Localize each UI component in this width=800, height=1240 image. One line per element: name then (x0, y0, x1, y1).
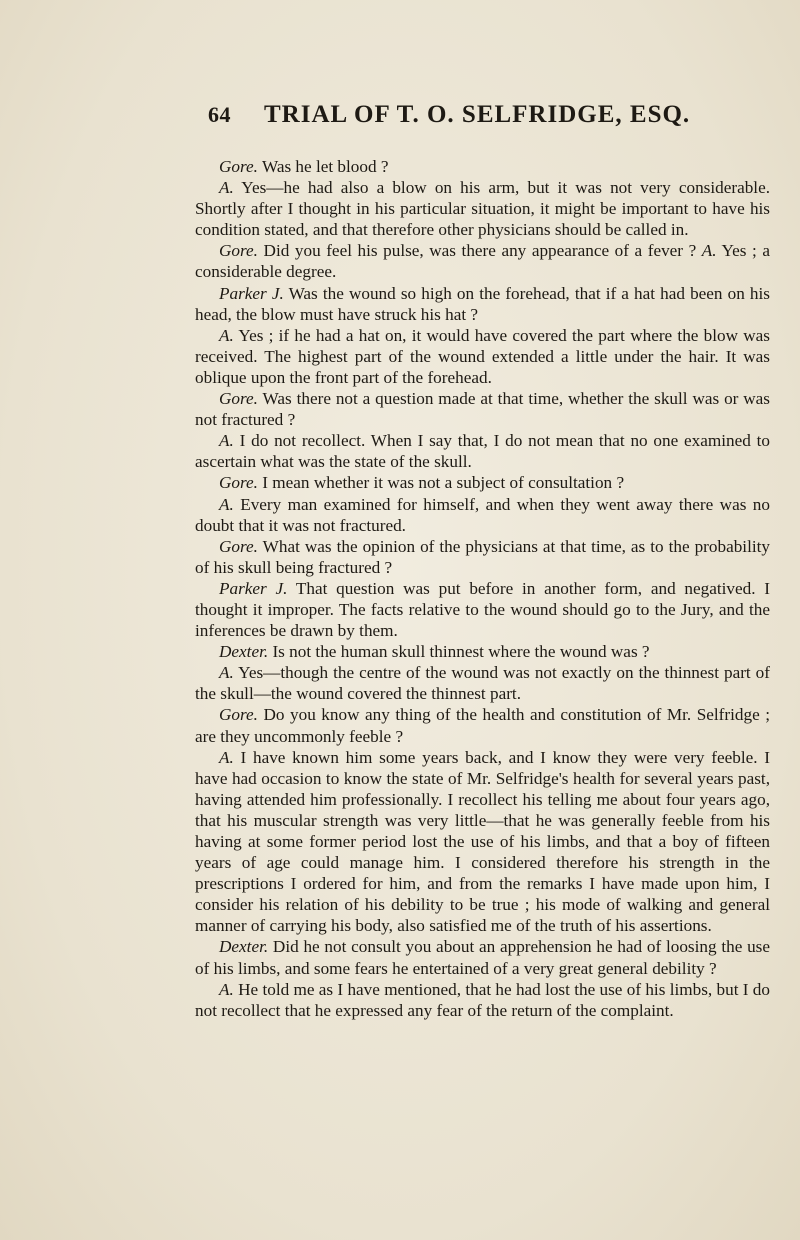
testimony-paragraph (195, 536, 770, 578)
speaker-label: A. (219, 178, 234, 198)
paragraph-text: I have known him some years back, and I know they were very feeble. I have had occasion to know the state of Mr. Selfridge's health for several years past, having attended him professionally. I recollect his telling me about four years ago, that his muscular strength was very little—that he was generally feeble from his having at some former period lost the use of his limbs, and that a boy of fifteen years of age could manage him. I considered therefore his strength in the prescriptions I ordered for him, and from the remarks I have made upon him, I consider his relation of his debility to be true ; his mode of walking and general manner of carrying his body, also satisfied me of the truth of his assertions. (195, 747, 770, 936)
speaker-label: A. (219, 663, 234, 683)
testimony-paragraph (195, 325, 770, 388)
paragraph-text: He told me as I have mentioned, that he had lost the use of his limbs, but I do not recollect that he expressed any fear of the return of the complaint. (195, 979, 770, 1020)
paragraph-text: Was he let blood ? (257, 157, 389, 176)
paragraph-text: Every man examined for himself, and when they went away there was no doubt that it was not fractured. (195, 494, 770, 535)
speaker-label: A. (219, 325, 234, 345)
paragraph-text: Do you know any thing of the health and constitution of Mr. Selfridge ; are they uncommonly feeble ? (195, 705, 770, 746)
paragraph-text: Yes ; a considerable degree. (195, 241, 771, 282)
page-number: 64 (208, 102, 231, 127)
paragraph-text: Yes ; if he had a hat on, it would have covered the part where the blow was received. The highest part of the wound extended a little under the hair. It was oblique upon the front part of the forehead. (195, 325, 770, 387)
speaker-label: Parker J. (219, 578, 288, 598)
paragraph-text: Was the wound so high on the forehead, that if a hat had been on his head, the blow must have struck his hat ? (195, 283, 770, 324)
running-title: TRIAL OF T. O. SELFRIDGE, ESQ. (264, 101, 691, 128)
testimony-paragraph (195, 662, 770, 704)
testimony-paragraph (195, 494, 770, 536)
paragraph-text: Yes—he had also a blow on his arm, but it was not very considerable. Shortly after I thought in his particular situation, it might be important to have his condition stated, and that therefore other physicians should be called in. (195, 178, 770, 240)
paragraph-text: Did he not consult you about an apprehension he had of loosing the use of his limbs, and some fears he entertained of a very great general debility ? (195, 937, 770, 978)
testimony-paragraph (195, 578, 770, 641)
speaker-label: Gore. (219, 536, 258, 556)
speaker-label: Dexter. (219, 937, 269, 957)
testimony-paragraph (195, 747, 770, 937)
testimony-paragraph (195, 240, 770, 282)
testimony-paragraph (195, 979, 770, 1021)
testimony-paragraph (195, 704, 770, 746)
testimony-paragraph (195, 936, 770, 978)
testimony-paragraph (195, 177, 770, 240)
speaker-label: A. (219, 979, 234, 999)
speaker-label: A. (701, 241, 717, 261)
paragraph-text: What was the opinion of the physicians at that time, as to the probability of his skull being fractured ? (195, 536, 770, 577)
testimony-paragraph (195, 472, 770, 493)
paragraph-text: Is not the human skull thinnest where the wound was ? (268, 642, 650, 662)
testimony-paragraph (195, 388, 770, 430)
paragraph-text: I do not recollect. When I say that, I do not mean that no one examined to ascertain what was the state of the skull. (195, 431, 770, 472)
speaker-label: A. (219, 431, 234, 451)
paragraph-text: Did you feel his pulse, was there any appearance of a fever ? (257, 241, 702, 261)
testimony-text (195, 156, 770, 1021)
testimony-paragraph (195, 430, 770, 472)
speaker-label: Gore. (219, 157, 258, 176)
testimony-paragraph (195, 156, 770, 177)
testimony-paragraph (195, 283, 770, 325)
speaker-label: Gore. (219, 241, 258, 261)
speaker-label: Gore. (219, 473, 258, 493)
paragraph-text: Was there not a question made at that time, whether the skull was or was not fractured ? (195, 389, 770, 430)
speaker-label: Gore. (219, 389, 258, 409)
speaker-label: Dexter. (219, 642, 269, 662)
paragraph-text: Yes—though the centre of the wound was not exactly on the thinnest part of the skull—the wound covered the thinnest part. (195, 663, 770, 704)
testimony-paragraph (195, 641, 770, 662)
paragraph-text: I mean whether it was not a subject of consultation ? (257, 473, 625, 493)
page-header (208, 101, 768, 135)
speaker-label: Parker J. (219, 283, 284, 303)
speaker-label: A. (219, 494, 234, 514)
paragraph-text: That question was put before in another form, and negatived. I thought it improper. The facts relative to the wound should go to the Jury, and the inferences be drawn by them. (195, 578, 771, 641)
speaker-label: A. (219, 747, 234, 767)
speaker-label: Gore. (219, 705, 258, 725)
